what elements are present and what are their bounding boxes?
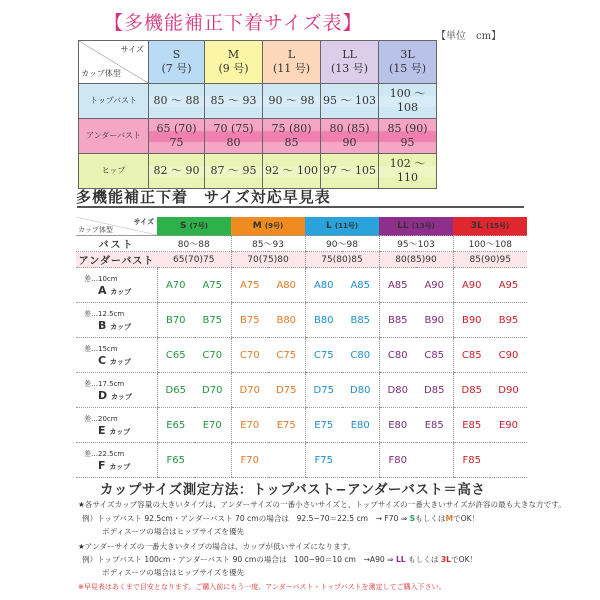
value-cell: 85 (90) 95 [379, 119, 437, 154]
value-cell: 85～93 [231, 236, 305, 252]
cup-name [98, 354, 157, 367]
cup-size-cell: A80 [268, 268, 305, 303]
value-cell: 95 ～ 103 [321, 84, 379, 119]
cup-size-cell: E75 [268, 408, 305, 443]
cup-size-cell [194, 443, 231, 478]
cup-letter: E [98, 423, 106, 437]
size-header-3l [453, 217, 527, 236]
cup-label-cell [76, 268, 157, 303]
cup-label-cell [76, 408, 157, 443]
cup-size-cell: A75 [194, 268, 231, 303]
cup-size-cell: C80 [379, 338, 416, 373]
cup-size-cell: E85 [416, 408, 453, 443]
cup-suffix: カップ [109, 462, 131, 471]
cup-size-cell: D90 [490, 373, 527, 408]
cup-suffix: カップ [109, 357, 131, 366]
cup-size-cell: E65 [157, 408, 194, 443]
cup-size-cell: A75 [231, 268, 268, 303]
size-number: (13 号) [330, 62, 369, 75]
cup-suffix: カップ [110, 392, 132, 401]
cup-label-cell [76, 303, 157, 338]
size-name: S [180, 221, 187, 231]
cup-size-cell: D80 [342, 373, 379, 408]
corner-cup-label: カップ体型 [78, 226, 113, 234]
cup-letter: F [98, 458, 106, 472]
size-header-s [149, 41, 205, 84]
cup-size-cell: B80 [305, 303, 342, 338]
cup-size-cell: B95 [490, 303, 527, 338]
cup-row [76, 303, 527, 338]
value-cell: 87 ～ 95 [205, 154, 263, 189]
value-cell: 80～88 [157, 236, 231, 252]
cup-label-cell [76, 373, 157, 408]
size-s-mark: S [409, 514, 416, 523]
value-cell: 75(80)85 [305, 252, 379, 268]
cup-difference: 差…17.5cm [84, 379, 125, 388]
cup-size-cell: E90 [490, 408, 527, 443]
cup-name [98, 389, 157, 402]
cup-size-cell: B70 [157, 303, 194, 338]
note-line-1: ★各サイズカップ容量の大きいタイプは、アンダーサイズの一番小さいサイズと、トップサイズの一番大きいサイズが許容の最も大きな方です。 [78, 500, 566, 509]
value-cell: 95～103 [379, 236, 453, 252]
cup-size-cell: F65 [157, 443, 194, 478]
cup-size-cell [342, 443, 379, 478]
value-cell: 70 (75) 80 [205, 119, 263, 154]
cup-size-cell: E75 [305, 408, 342, 443]
value-cell: 82 ～ 90 [149, 154, 205, 189]
size-name: LL [397, 221, 409, 231]
size-number: (11号) [334, 222, 359, 230]
size-number: (7号) [189, 222, 208, 230]
cup-size-cell: C85 [453, 338, 490, 373]
bust-row [76, 236, 527, 252]
example-text: 例）トップバスト 92.5cm・アンダーバスト 70 cmの場合は 92.5−70＝22.5 cm → F70 ⇒ [82, 514, 408, 523]
size-number: (11 号) [272, 62, 311, 75]
cup-size-cell: E70 [194, 408, 231, 443]
cup-suffix: カップ [110, 322, 132, 331]
size-header-ll [321, 41, 379, 84]
size-header-s [157, 217, 231, 236]
cup-difference: 差…22.5cm [84, 449, 125, 458]
cup-size-cell: E80 [342, 408, 379, 443]
cup-row [76, 373, 527, 408]
size-name: M [227, 48, 240, 62]
size-chart-title: 【多機能補正下着サイズ表】 [104, 12, 363, 34]
size-name: M [252, 221, 262, 231]
cup-size-cell: D70 [231, 373, 268, 408]
value-cell: 70(75)80 [231, 252, 305, 268]
unit-label: 【単位 cm】 [436, 31, 502, 42]
under-bust-row [76, 252, 527, 268]
cup-size-cell: C70 [231, 338, 268, 373]
cup-size-cell: D65 [157, 373, 194, 408]
cup-label-cell [76, 338, 157, 373]
cup-size-cell: C75 [268, 338, 305, 373]
value-cell: 80 (85) 90 [321, 119, 379, 154]
under-bust-row [79, 119, 437, 154]
quick-reference-table [76, 217, 527, 478]
cup-difference: 差…15cm [84, 344, 118, 353]
size-chart-table [78, 40, 437, 189]
cup-letter: A [98, 283, 107, 297]
size-m-mark: M [445, 514, 454, 523]
cup-size-cell: D85 [453, 373, 490, 408]
cup-size-cell: F80 [379, 443, 416, 478]
note-example-2-sub: ボディスーツの場合はヒップサイズを優先 [102, 568, 245, 577]
quick-reference-title: 多機能補正下着 サイズ対応早見表 [76, 188, 331, 206]
cup-size-cell: A95 [490, 268, 527, 303]
size-header-row [76, 217, 527, 236]
cup-suffix: カップ [109, 427, 131, 436]
value-cell: 92 ～ 100 [263, 154, 321, 189]
size-number: (7 号) [161, 62, 192, 75]
size-header-3l [379, 41, 437, 84]
cup-size-cell: B85 [342, 303, 379, 338]
value-cell: 85 ～ 93 [205, 84, 263, 119]
cup-size-cell: A90 [453, 268, 490, 303]
row-label: アンダーバスト [79, 119, 149, 154]
cup-size-cell: C90 [490, 338, 527, 373]
size-header-l [263, 41, 321, 84]
cup-size-cell: C70 [194, 338, 231, 373]
cup-letter: C [98, 353, 107, 367]
example-text: でOK！ [453, 514, 480, 523]
cup-letter: B [98, 318, 107, 332]
cup-size-cell: A90 [416, 268, 453, 303]
value-cell: 90 ～ 98 [263, 84, 321, 119]
cup-size-cell: C85 [416, 338, 453, 373]
row-label: バスト [76, 236, 157, 252]
hip-row [79, 154, 437, 189]
size-name: L [287, 48, 296, 62]
size-3l-mark: 3L [440, 555, 451, 564]
example-text: でOK！ [451, 555, 478, 564]
size-header-l [305, 217, 379, 236]
cup-size-cell: C65 [157, 338, 194, 373]
size-number: (9号) [264, 222, 284, 230]
cup-size-cell: D80 [379, 373, 416, 408]
cup-name [98, 459, 157, 472]
cup-letter: D [98, 388, 108, 402]
value-cell: 65(70)75 [157, 252, 231, 268]
size-name: 3L [400, 48, 415, 62]
cup-name [98, 424, 157, 437]
size-header-m [205, 41, 263, 84]
cup-size-cell: A85 [379, 268, 416, 303]
cup-name [98, 319, 157, 332]
corner-size-label: サイズ [133, 218, 154, 226]
corner-cell [79, 41, 149, 84]
cup-size-cell: B80 [268, 303, 305, 338]
cup-size-cell: D85 [416, 373, 453, 408]
value-cell: 80 ～ 88 [149, 84, 205, 119]
cup-size-cell: E80 [379, 408, 416, 443]
title-divider [77, 206, 524, 208]
size-number: (9 号) [218, 62, 249, 75]
cup-size-cell: D70 [194, 373, 231, 408]
cup-size-cell: D75 [268, 373, 305, 408]
cup-difference: 差…10cm [84, 274, 118, 283]
cup-size-cell: D75 [305, 373, 342, 408]
value-cell: 90～98 [305, 236, 379, 252]
cup-label-cell [76, 443, 157, 478]
cup-difference: 差…20cm [84, 414, 118, 423]
cup-name [98, 284, 157, 297]
row-label: アンダーバスト [76, 252, 157, 268]
size-number: (15号) [486, 222, 510, 230]
note-line-2: ★アンダーサイズの一番大きいタイプの場合は、カップが低いサイズになります。 [78, 542, 356, 551]
corner-cell [76, 217, 157, 236]
cup-size-cell: A85 [342, 268, 379, 303]
corner-cup-label: カップ体型 [81, 69, 121, 78]
measurement-method-title: カップサイズ測定方法：トップバスト−アンダーバスト＝高さ [100, 482, 486, 498]
cup-size-cell: E85 [453, 408, 490, 443]
example-text: もしくは [408, 555, 439, 564]
size-ll-mark: LL [395, 555, 406, 564]
value-cell: 100 ～ 108 [379, 84, 437, 119]
cup-suffix: カップ [110, 287, 132, 296]
cup-size-cell: A70 [157, 268, 194, 303]
cup-size-cell: A80 [305, 268, 342, 303]
size-name: 3L [470, 221, 483, 231]
cup-difference: 差…12.5cm [84, 309, 125, 318]
row-label: ヒップ [79, 154, 149, 189]
cup-row [76, 408, 527, 443]
cup-size-cell [490, 443, 527, 478]
value-cell: 100～108 [453, 236, 527, 252]
cup-size-cell: C80 [342, 338, 379, 373]
cup-size-cell: B75 [194, 303, 231, 338]
value-cell: 97 ～ 105 [321, 154, 379, 189]
value-cell: 65 (70) 75 [149, 119, 205, 154]
value-cell: 75 (80) 85 [263, 119, 321, 154]
note-example-1 [82, 513, 479, 524]
cup-size-cell: F75 [305, 443, 342, 478]
value-cell: 85(90)95 [453, 252, 527, 268]
example-text: 例）トップバスト 100cm・アンダーバスト 90 cmの場合は 100−90＝10 cm →A90 ⇒ [82, 555, 394, 564]
size-name: S [172, 48, 181, 62]
cup-size-cell: F70 [231, 443, 268, 478]
cup-row [76, 338, 527, 373]
note-example-2 [82, 554, 477, 565]
top-bust-row [79, 84, 437, 119]
value-cell: 102 ～ 110 [379, 154, 437, 189]
value-cell: 80(85)90 [379, 252, 453, 268]
example-text: もしくは [415, 514, 446, 523]
disclaimer-footer: ※早見表はあくまで目安となります。ご購入前にもう一度、アンダーバスト・トップバストを測定してご購入下さい。 [78, 583, 446, 591]
cup-size-cell: E70 [231, 408, 268, 443]
row-label: トップバスト [79, 84, 149, 119]
cup-size-cell [268, 443, 305, 478]
cup-size-cell: C75 [305, 338, 342, 373]
cup-size-cell: B75 [231, 303, 268, 338]
cup-size-cell: F85 [453, 443, 490, 478]
note-example-1-sub: ボディスーツの場合はヒップサイズを優先 [102, 527, 245, 536]
size-name: L [325, 221, 332, 231]
size-header-row [79, 41, 437, 84]
cup-size-cell: B90 [453, 303, 490, 338]
size-number: (15 号) [388, 62, 427, 75]
size-header-ll [379, 217, 453, 236]
cup-size-cell: B85 [379, 303, 416, 338]
corner-size-label: サイズ [120, 45, 144, 54]
cup-row [76, 443, 527, 478]
size-name: LL [342, 48, 357, 62]
cup-row [76, 268, 527, 303]
size-header-m [231, 217, 305, 236]
cup-size-cell [416, 443, 453, 478]
cup-size-cell: B90 [416, 303, 453, 338]
size-number: (13号) [411, 222, 435, 230]
